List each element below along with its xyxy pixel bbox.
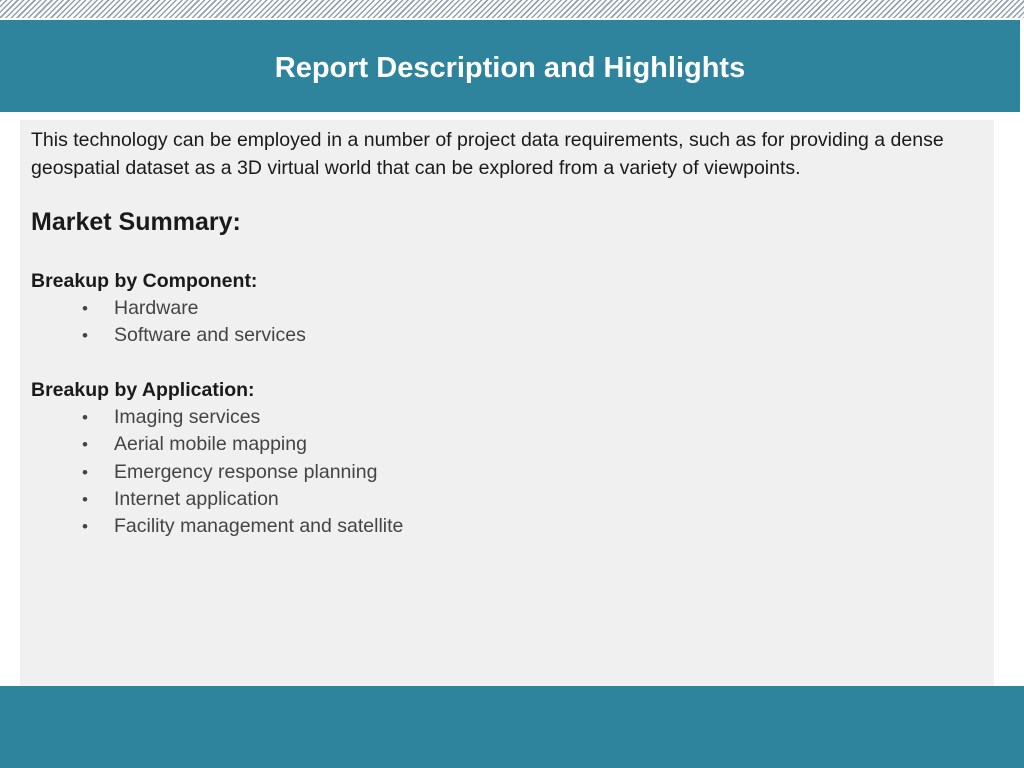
list-item xyxy=(82,486,403,513)
bullet-icon: • xyxy=(82,299,88,318)
list-item-label: Aerial mobile mapping xyxy=(114,433,307,456)
list-item-label: Emergency response planning xyxy=(114,460,378,483)
list-item xyxy=(82,459,403,486)
list-item-label: Imaging services xyxy=(114,406,261,428)
list-item xyxy=(82,322,306,349)
application-heading: Breakup by Application: xyxy=(31,379,255,401)
bullet-icon: • xyxy=(82,462,88,482)
list-item-label: Hardware xyxy=(114,297,199,319)
intro-paragraph: This technology can be employed in a number of project data requirements, such as for providing a dense geospatial dataset as a 3D virtual world that can be explored from a variety of viewpoints. xyxy=(31,129,944,179)
footer-bar xyxy=(0,686,1024,768)
list-item-label: Facility management and satellite xyxy=(114,515,404,538)
list-item-label: Internet application xyxy=(114,487,279,510)
list-item-label: Software and services xyxy=(114,324,306,347)
component-list xyxy=(82,295,306,350)
market-summary-heading: Market Summary: xyxy=(31,208,241,236)
bullet-icon: • xyxy=(82,408,88,427)
bullet-icon: • xyxy=(82,435,88,455)
page-title: Report Description and Highlights xyxy=(274,51,746,84)
component-heading: Breakup by Component: xyxy=(31,270,258,292)
decorative-stripe xyxy=(0,0,1024,18)
list-item xyxy=(82,295,306,322)
bullet-icon: • xyxy=(82,326,88,346)
content-panel xyxy=(20,120,994,686)
list-item xyxy=(82,404,403,431)
title-bar xyxy=(0,20,1020,112)
list-item xyxy=(82,431,403,458)
list-item xyxy=(82,513,403,540)
application-list xyxy=(82,404,403,540)
bullet-icon: • xyxy=(82,517,88,537)
bullet-icon: • xyxy=(82,489,88,509)
